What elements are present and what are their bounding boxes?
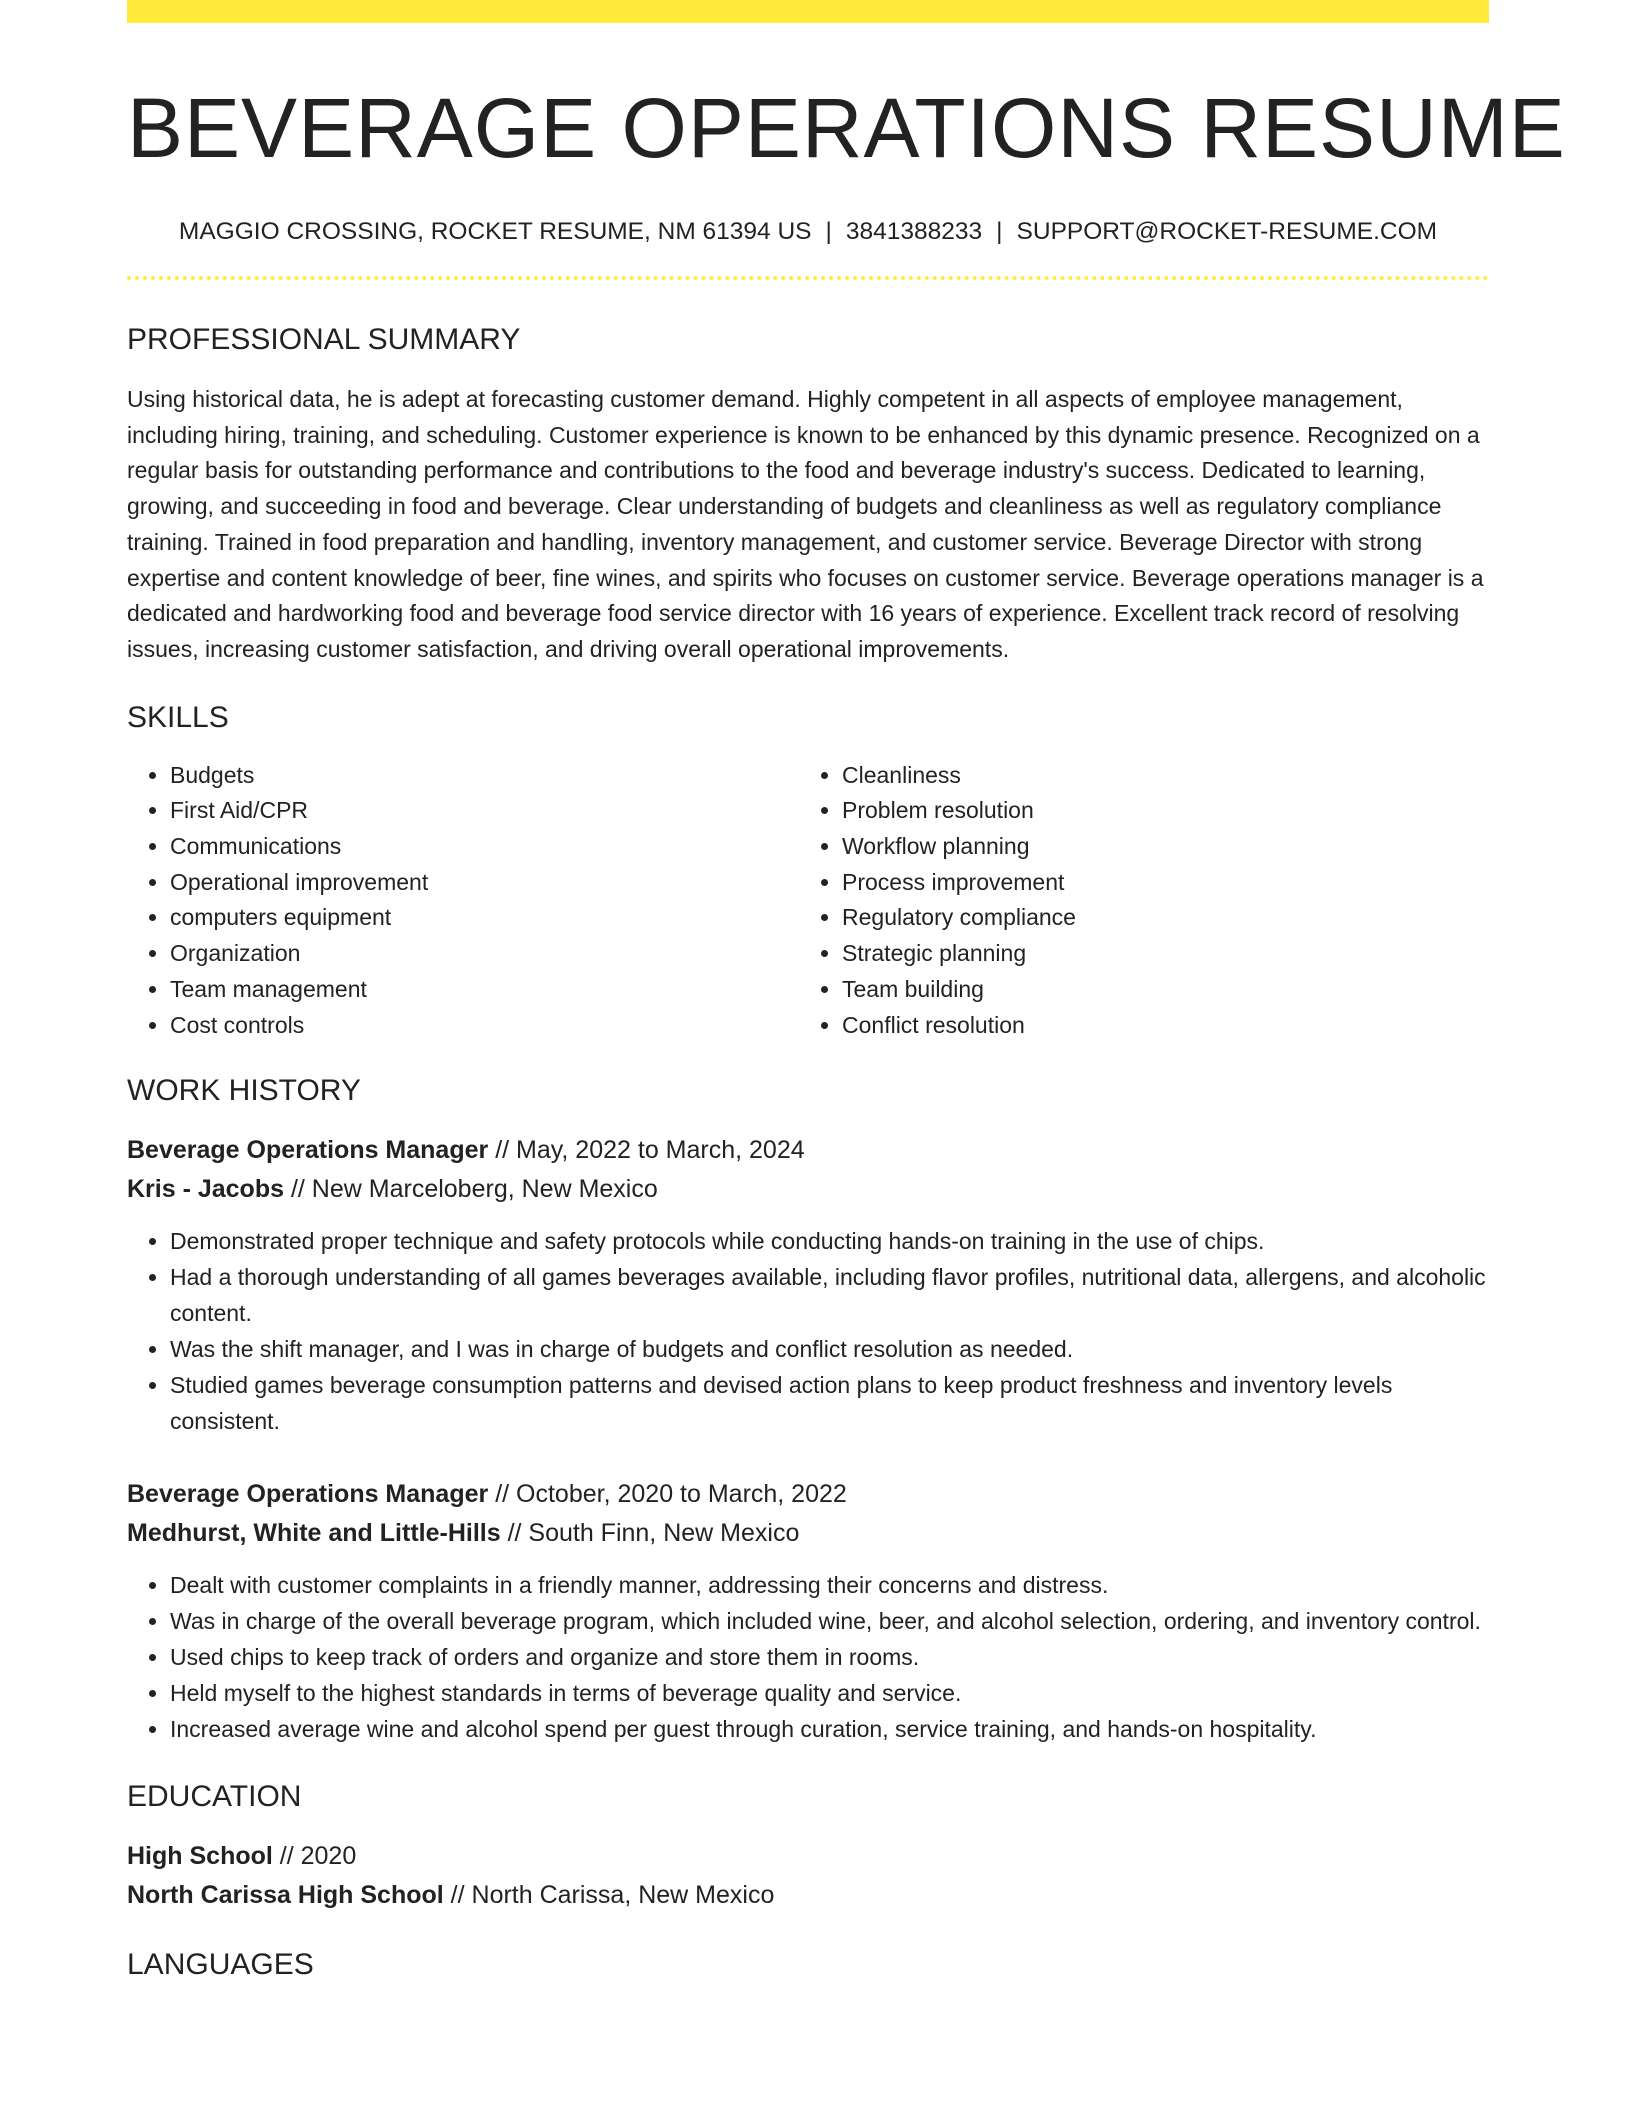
- skill-item: • First Aid/CPR: [170, 793, 799, 829]
- job-title-line: [127, 1131, 1489, 1170]
- resume-title: BEVERAGE OPERATIONS RESUME: [127, 81, 1566, 175]
- contact-email: SUPPORT@ROCKET-RESUME.COM: [1016, 218, 1438, 245]
- education-school: North Carissa High School: [127, 1881, 444, 1910]
- skill-item: • Process improvement: [842, 865, 1471, 901]
- contact-separator: |: [996, 218, 1003, 245]
- job-location: // South Finn, New Mexico: [507, 1519, 800, 1548]
- contact-separator: |: [825, 218, 832, 245]
- job-company: Medhurst, White and Little-Hills: [127, 1519, 501, 1548]
- languages-heading: LANGUAGES: [127, 1948, 314, 1982]
- job-bullet: • Held myself to the highest standards in terms of beverage quality and service.: [170, 1675, 1489, 1711]
- job-entry: [127, 1475, 1489, 1747]
- skill-item: • Organization: [170, 936, 799, 972]
- skills-section: [127, 700, 1489, 1044]
- contact-address: MAGGIO CROSSING, ROCKET RESUME, NM 61394 US: [178, 218, 812, 245]
- job-title-line: [127, 1475, 1489, 1514]
- summary-text: Using historical data, he is adept at forecasting customer demand. Highly competent in all aspects of employee management, including hiring, training, and scheduling. Customer experience is known to be enhanced by this dynamic presence. Recognized on a regular basis for outstanding performance and contributions to the food and beverage industry's success. Dedicated to learning, growing, and succeeding in food and beverage. Clear understanding of budgets and cleanliness as well as regulatory compliance training. Trained in food preparation and handling, inventory management, and customer service. Beverage Director with strong expertise and content knowledge of beer, fine wines, and spirits who focuses on customer service. Beverage operations manager is a dedicated and hardworking food and beverage food service director with 16 years of experience. Excellent track record of resolving issues, increasing customer satisfaction, and driving overall operational improvements.: [127, 386, 1484, 662]
- job-company-line: [127, 1514, 1489, 1553]
- education-entry: [127, 1837, 1489, 1915]
- skill-item: • Communications: [170, 829, 799, 865]
- job-role: Beverage Operations Manager: [127, 1480, 489, 1509]
- job-bullet: • Studied games beverage consumption patterns and devised action plans to keep product freshness and inventory levels consistent.: [170, 1367, 1489, 1439]
- skill-item: • Cost controls: [170, 1008, 799, 1044]
- languages-section: [127, 1947, 1489, 1983]
- skill-item: • Cleanliness: [842, 758, 1471, 794]
- job-bullet: • Increased average wine and alcohol spend per guest through curation, service training, and hands-on hospitality.: [170, 1711, 1489, 1747]
- job-bullet: • Was the shift manager, and I was in charge of budgets and conflict resolution as needed.: [170, 1331, 1489, 1367]
- job-bullet: • Was in charge of the overall beverage program, which included wine, beer, and alcohol selection, ordering, and inventory control.: [170, 1603, 1489, 1639]
- education-heading: EDUCATION: [127, 1780, 302, 1814]
- skill-item: • Workflow planning: [842, 829, 1471, 865]
- skill-item: • Team management: [170, 972, 799, 1008]
- job-bullet: • Had a thorough understanding of all games beverages available, including flavor profiles, nutritional data, allergens, and alcoholic content.: [170, 1259, 1489, 1331]
- job-entry: [127, 1131, 1489, 1439]
- skill-item: • Operational improvement: [170, 865, 799, 901]
- job-location: // New Marceloberg, New Mexico: [290, 1175, 658, 1204]
- skill-item: • Conflict resolution: [842, 1008, 1471, 1044]
- contact-phone: 3841388233: [845, 218, 983, 245]
- skills-right-list: [799, 758, 1471, 1044]
- skill-item: • computers equipment: [170, 900, 799, 936]
- work-history-heading: WORK HISTORY: [127, 1074, 361, 1108]
- job-bullets: [127, 1567, 1489, 1747]
- contact-line: [127, 216, 1489, 248]
- education-degree: High School: [127, 1842, 273, 1871]
- education-year: // 2020: [279, 1842, 357, 1871]
- skill-item: • Regulatory compliance: [842, 900, 1471, 936]
- skills-left-list: [127, 758, 799, 1044]
- skill-item: • Strategic planning: [842, 936, 1471, 972]
- job-bullets: [127, 1223, 1489, 1439]
- skills-heading: SKILLS: [127, 700, 229, 734]
- skill-item: • Team building: [842, 972, 1471, 1008]
- education-degree-line: [127, 1837, 1489, 1876]
- job-company-line: [127, 1170, 1489, 1209]
- job-bullet: • Used chips to keep track of orders and organize and store them in rooms.: [170, 1639, 1489, 1675]
- job-role: Beverage Operations Manager: [127, 1136, 489, 1165]
- job-dates: // October, 2020 to March, 2022: [495, 1480, 847, 1509]
- resume-content: [127, 0, 1566, 1983]
- dotted-divider: [127, 276, 1489, 280]
- summary-heading: PROFESSIONAL SUMMARY: [127, 323, 521, 356]
- job-dates: // May, 2022 to March, 2024: [495, 1136, 805, 1165]
- job-company: Kris - Jacobs: [127, 1175, 285, 1204]
- skills-columns: [127, 758, 1489, 1044]
- education-school-line: [127, 1876, 1489, 1915]
- education-section: [127, 1779, 1489, 1915]
- job-bullet: • Demonstrated proper technique and safety protocols while conducting hands-on training in the use of chips.: [170, 1223, 1489, 1259]
- work-history-section: [127, 1073, 1489, 1747]
- skill-item: • Problem resolution: [842, 793, 1471, 829]
- summary-section: [127, 322, 1489, 668]
- education-location: // North Carissa, New Mexico: [450, 1881, 775, 1910]
- job-bullet: • Dealt with customer complaints in a friendly manner, addressing their concerns and distress.: [170, 1567, 1489, 1603]
- skill-item: • Budgets: [170, 758, 799, 794]
